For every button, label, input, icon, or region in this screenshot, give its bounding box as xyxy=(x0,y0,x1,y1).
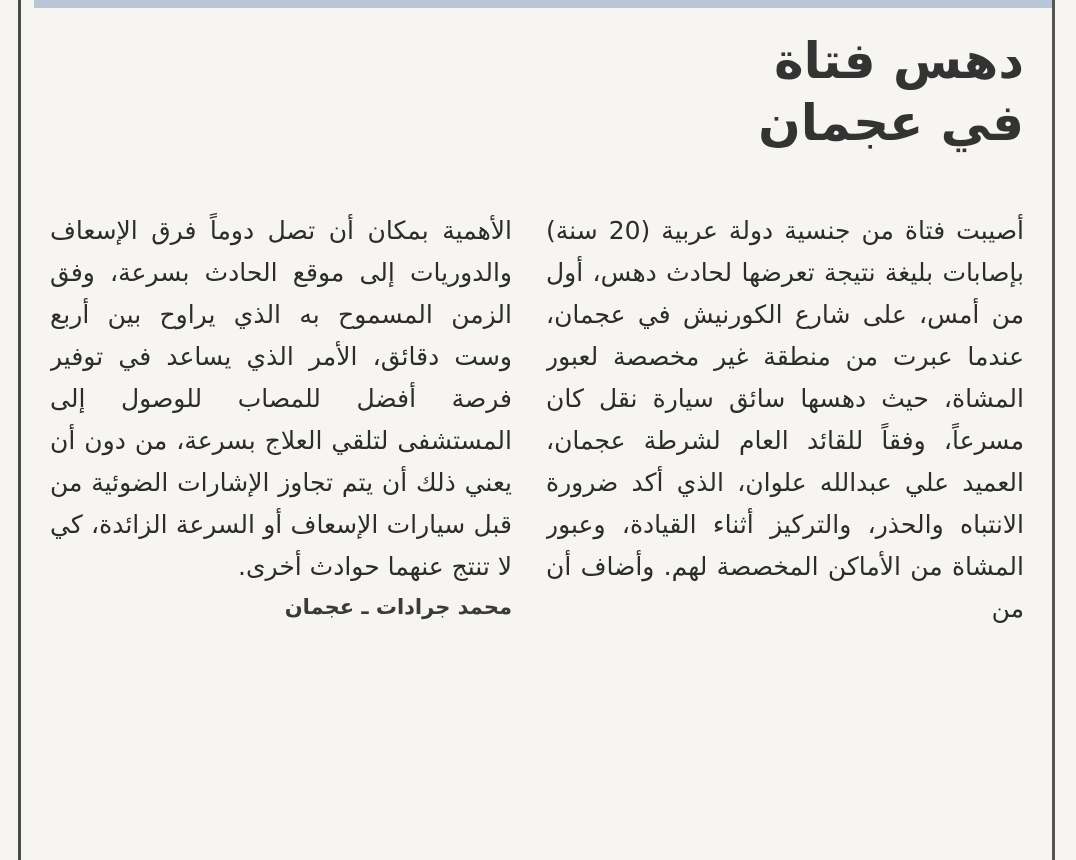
headline-line-1: دهس فتاة xyxy=(774,32,1024,90)
article-column-right xyxy=(546,210,1024,810)
article-body-paragraph-1: أصيبت فتاة من جنسية دولة عربية (20 سنة) بإصابات بليغة نتيجة تعرضها لحادث دهس، أول من أمس، على شارع الكورنيش في عجمان، عندما عبرت من منطقة غير مخصصة لعبور المشاة، حيث دهسها سائق سيارة نقل كان مسرعاً، وفقاً للقائد العام لشرطة عجمان، العميد علي عبدالله علوان، الذي أكد ضرورة الانتباه والحذر، والتركيز أثناء القيادة، وعبور المشاة من الأماكن المخصصة لهم. وأضاف أن من xyxy=(546,216,1024,623)
article-column-left xyxy=(50,210,512,830)
left-column-rule xyxy=(18,0,21,860)
article-headline xyxy=(604,30,1024,154)
top-color-strip xyxy=(34,0,1054,8)
right-column-rule xyxy=(1052,0,1055,860)
article-byline: محمد جرادات ـ عجمان xyxy=(284,595,512,619)
headline-line-2: في عجمان xyxy=(758,94,1024,152)
article-body-paragraph-2: الأهمية بمكان أن تصل دوماً فرق الإسعاف والدوريات إلى موقع الحادث بسرعة، وفق الزمن المسموح به الذي يراوح بين أربع وست دقائق، الأمر الذي يساعد في توفير فرصة أفضل للمصاب للوصول إلى المستشفى لتلقي العلاج بسرعة، من دون أن يعني ذلك أن يتم تجاوز الإشارات الضوئية من قبل سيارات الإسعاف أو السرعة الزائدة، كي لا تنتج عنهما حوادث أخرى. xyxy=(50,216,512,581)
